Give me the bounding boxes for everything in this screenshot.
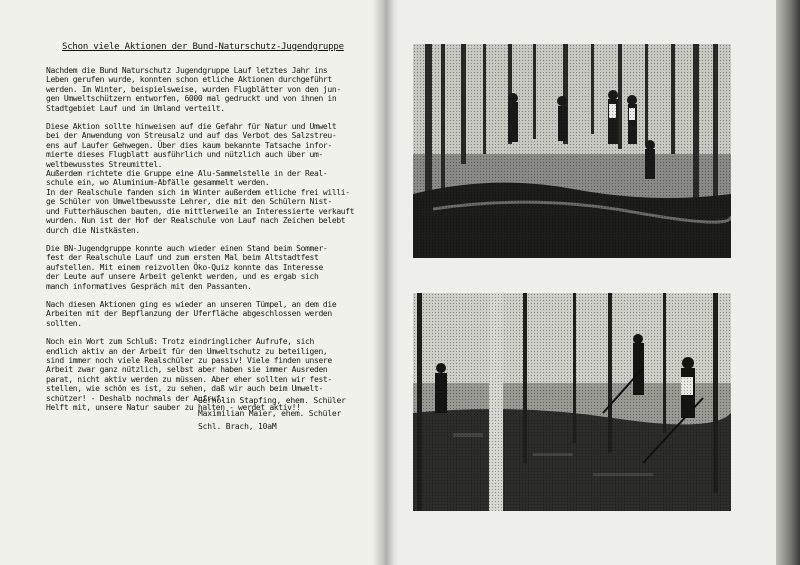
signature-line-1: Gernolin Stapfing, ehem. Schüler [198,396,346,405]
paragraph-3: Die BN-Jugendgruppe konnte auch wieder einen Stand beim Sommer- fest der Realschule Lauf und zum ersten Mal beim Altstadtfest aufstellen. Mit einem reizvollen Öko-Quiz konnte das Interesse der Leute auf unsere Arbeit gelenkt werden, und es ergab sich manch informatives Gespräch mit den Passanten. [46,243,328,291]
closing-line: Helft mit, unsere Natur sauber zu halten - werdet aktiv!! [46,403,301,412]
signature-line-2: Maximilian Maier, ehem. Schüler [198,409,342,418]
signature-line-3: Schl. Brach, 10aM [198,422,277,431]
photo-forest-pond [413,44,731,258]
page-edge [776,0,800,565]
book-gutter [372,0,398,565]
article-heading: Schon viele Aktionen der Bund-Naturschutz-Jugendgruppe [62,42,344,52]
photo-flooded-woodland [413,293,731,511]
paragraph-2: Diese Aktion sollte hinweisen auf die Gefahr für Natur und Umwelt bei der Anwendung von Streusalz und auf das Verbot des Salzstreu- ens auf Laufer Gehwegen. Über dies kaum bekannte Tatsache infor- mierte dieses Flugblatt ausführlich und nützlich auch über um- weltbewusstes Streumittel. Außerdem richtete die Gruppe eine Alu-Sammelstelle in der Real- schule ein, wo Aluminium-Abfälle gesammelt werden. In der Realschule fanden sich im Winter außerdem etliche frei willi- ge Schüler von Umweltbewusste Lehrer, die mit den Schülern Nist- und Futterhäuschen bauten, die mittlerweile an Interessierte verkauft wurden. Nun ist der Hof der Realschule von Lauf nach Zeichen belebt durch die Nistkästen. [46,122,355,235]
paragraph-4: Nach diesen Aktionen ging es wieder an unseren Tümpel, an dem die Arbeiten mit der Bepflanzung der Uferfläche abgeschlossen werden sollten. [46,299,337,328]
paragraph-5: Noch ein Wort zum Schluß: Trotz eindringlicher Aufrufe, sich endlich aktiv an der Arbeit für den Umweltschutz zu beteiligen, sind immer noch viele Realschüler zu passiv! Viele finden unsere Arbeit zwar ganz nützlich, selbst aber haben sie immer Ausreden parat, nicht aktiv werden zu müssen. Aber eher sollten wir fest- stellen, wie schön es ist, zu sehen, daß wir auch beim Umwelt- schützer! - Deshalb nochmals der Aufruf: [46,337,332,403]
signature-block [198,394,346,433]
article-body [46,66,364,421]
paragraph-1: Nachdem die Bund Naturschutz Jugendgruppe Lauf letztes Jahr ins Leben gerufen wurde, konnten schon etliche Aktionen durchgeführt werden. Im Winter, beispielsweise, wurden Flugblätter von den jun- gen Umweltschützern entworfen, 6000 mal gedruckt und von ihnen in Stadtgebiet Lauf und im Umland verteilt. [46,66,341,113]
left-page [0,0,390,565]
